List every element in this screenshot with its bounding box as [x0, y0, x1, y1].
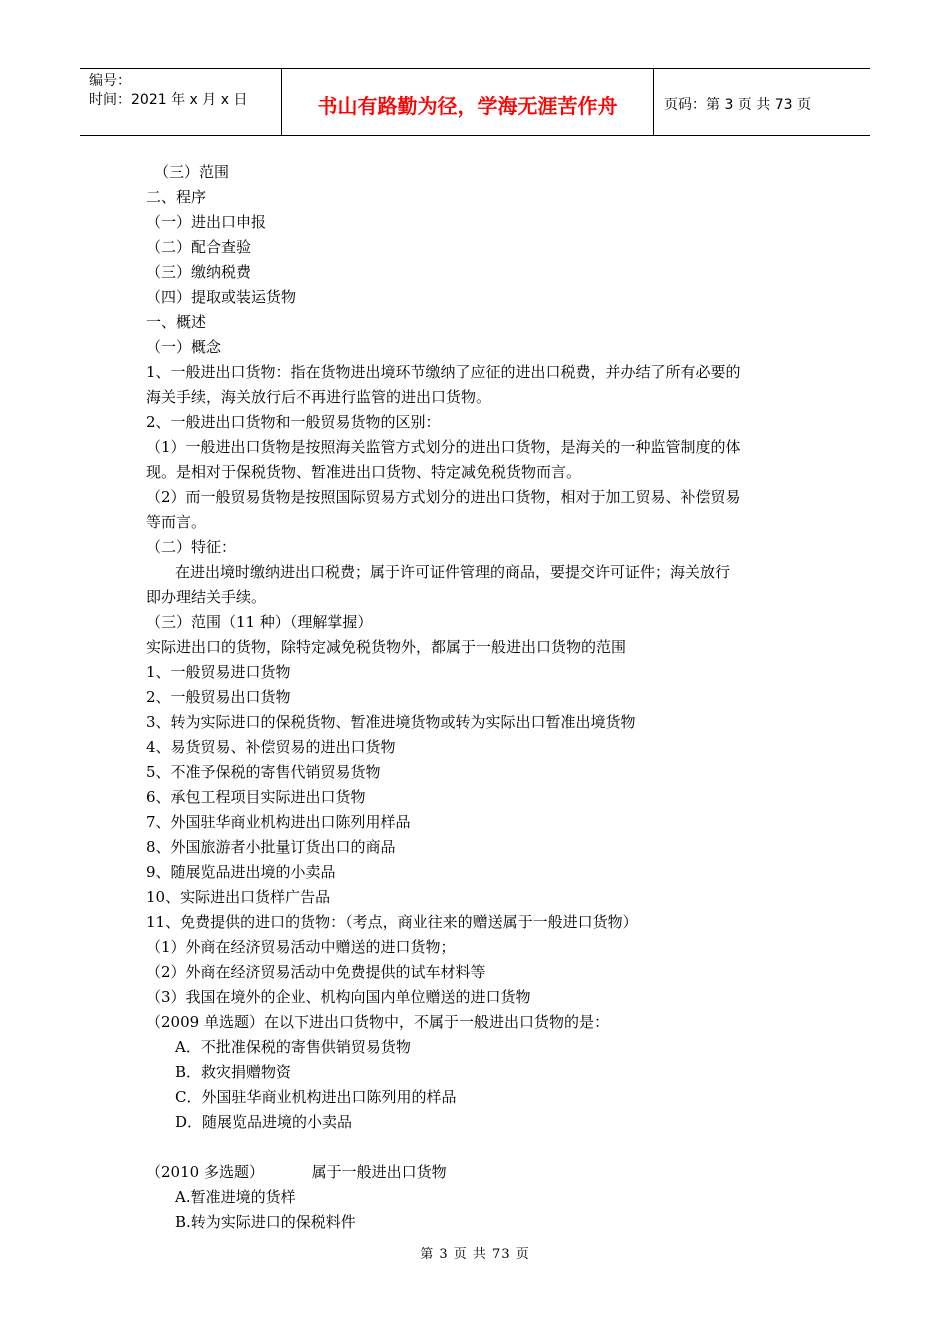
paragraph-line: 1、一般进出口货物：指在货物进出境环节缴纳了应征的进出口税费，并办结了所有必要的 [146, 363, 741, 381]
list-item: （1）外商在经济贸易活动中赠送的进口货物； [146, 938, 456, 956]
paragraph-line: 实际进出口的货物，除特定减免税货物外，都属于一般进出口货物的范围 [146, 638, 627, 656]
paragraph-line: 在进出境时缴纳进出口税费；属于许可证件管理的商品，要提交许可证件；海关放行 [175, 563, 731, 581]
question-stem: （2009 单选题）在以下进出口货物中，不属于一般进出口货物的是： [146, 1013, 609, 1031]
list-item: 5、不准予保税的寄售代销贸易货物 [146, 763, 381, 781]
question-option: B．救灾捐赠物资 [175, 1063, 292, 1081]
list-item: 3、转为实际进口的保税货物、暂准进境货物或转为实际出口暂准出境货物 [146, 713, 636, 731]
paragraph-line: （2）而一般贸易货物是按照国际贸易方式划分的进出口货物，相对于加工贸易、补偿贸易 [146, 488, 741, 506]
document-number-label: 编号： [89, 73, 131, 89]
list-item: 8、外国旅游者小批量订货出口的商品 [146, 838, 396, 856]
paragraph-line: （1）一般进出口货物是按照海关监管方式划分的进出口货物，是海关的一种监管制度的体 [146, 438, 741, 456]
list-item: （2）外商在经济贸易活动中免费提供的试车材料等 [146, 963, 486, 981]
document-date-label: 时间：2021 年 x 月 x 日 [89, 92, 248, 108]
question-option: B.转为实际进口的保税料件 [175, 1213, 356, 1231]
header-meta [80, 69, 282, 135]
paragraph-line: 现。是相对于保税货物、暂准进出口货物、特定减免税货物而言。 [146, 463, 582, 481]
question-option: D．随展览品进境的小卖品 [175, 1113, 353, 1131]
section-heading: 二、程序 [146, 188, 207, 206]
section-heading: （三）范围（11 种）（理解掌握） [146, 613, 373, 631]
header-page-number: 页码：第 3 页 共 73 页 [664, 97, 811, 113]
section-heading: （一）概念 [146, 338, 222, 356]
paragraph-line: 2、一般进出口货物和一般贸易货物的区别： [146, 413, 441, 431]
list-item: （3）我国在境外的企业、机构向国内单位赠送的进口货物 [146, 988, 531, 1006]
paragraph-line: 海关手续，海关放行后不再进行监管的进出口货物。 [146, 388, 492, 406]
list-item: 2、一般贸易出口货物 [146, 688, 291, 706]
blank-line [146, 1135, 814, 1160]
list-item: （四）提取或装运货物 [146, 288, 297, 306]
question-stem: （2010 多选题） 属于一般进出口货物 [146, 1163, 447, 1181]
list-item: 9、随展览品进出境的小卖品 [146, 863, 336, 881]
list-item: 1、一般贸易进口货物 [146, 663, 291, 681]
page-footer: 第 3 页 共 73 页 [420, 1247, 530, 1262]
document-body [146, 160, 814, 1235]
list-item: 4、易货贸易、补偿贸易的进出口货物 [146, 738, 396, 756]
paragraph-line: 即办理结关手续。 [146, 588, 267, 606]
section-heading: （三）范围 [154, 163, 230, 181]
page-header [80, 68, 870, 136]
list-item: （三）缴纳税费 [146, 263, 252, 281]
list-item: （一）进出口申报 [146, 213, 267, 231]
list-item: 11、免费提供的进口的货物：（考点，商业往来的赠送属于一般进口货物） [146, 913, 638, 931]
list-item: 10、实际进出口货样广告品 [146, 888, 331, 906]
header-motto: 书山有路勤为径，学海无涯苦作舟 [282, 69, 654, 135]
question-option: A．不批准保税的寄售供销贸易货物 [175, 1038, 411, 1056]
section-heading: （二）特征： [146, 538, 237, 556]
paragraph-line: 等而言。 [146, 513, 207, 531]
list-item: 6、承包工程项目实际进出口货物 [146, 788, 366, 806]
question-option: C．外国驻华商业机构进出口陈列用的样品 [175, 1088, 457, 1106]
list-item: （二）配合查验 [146, 238, 252, 256]
list-item: 7、外国驻华商业机构进出口陈列用样品 [146, 813, 411, 831]
section-heading: 一、概述 [146, 313, 207, 331]
question-option: A.暂准进境的货样 [175, 1188, 296, 1206]
